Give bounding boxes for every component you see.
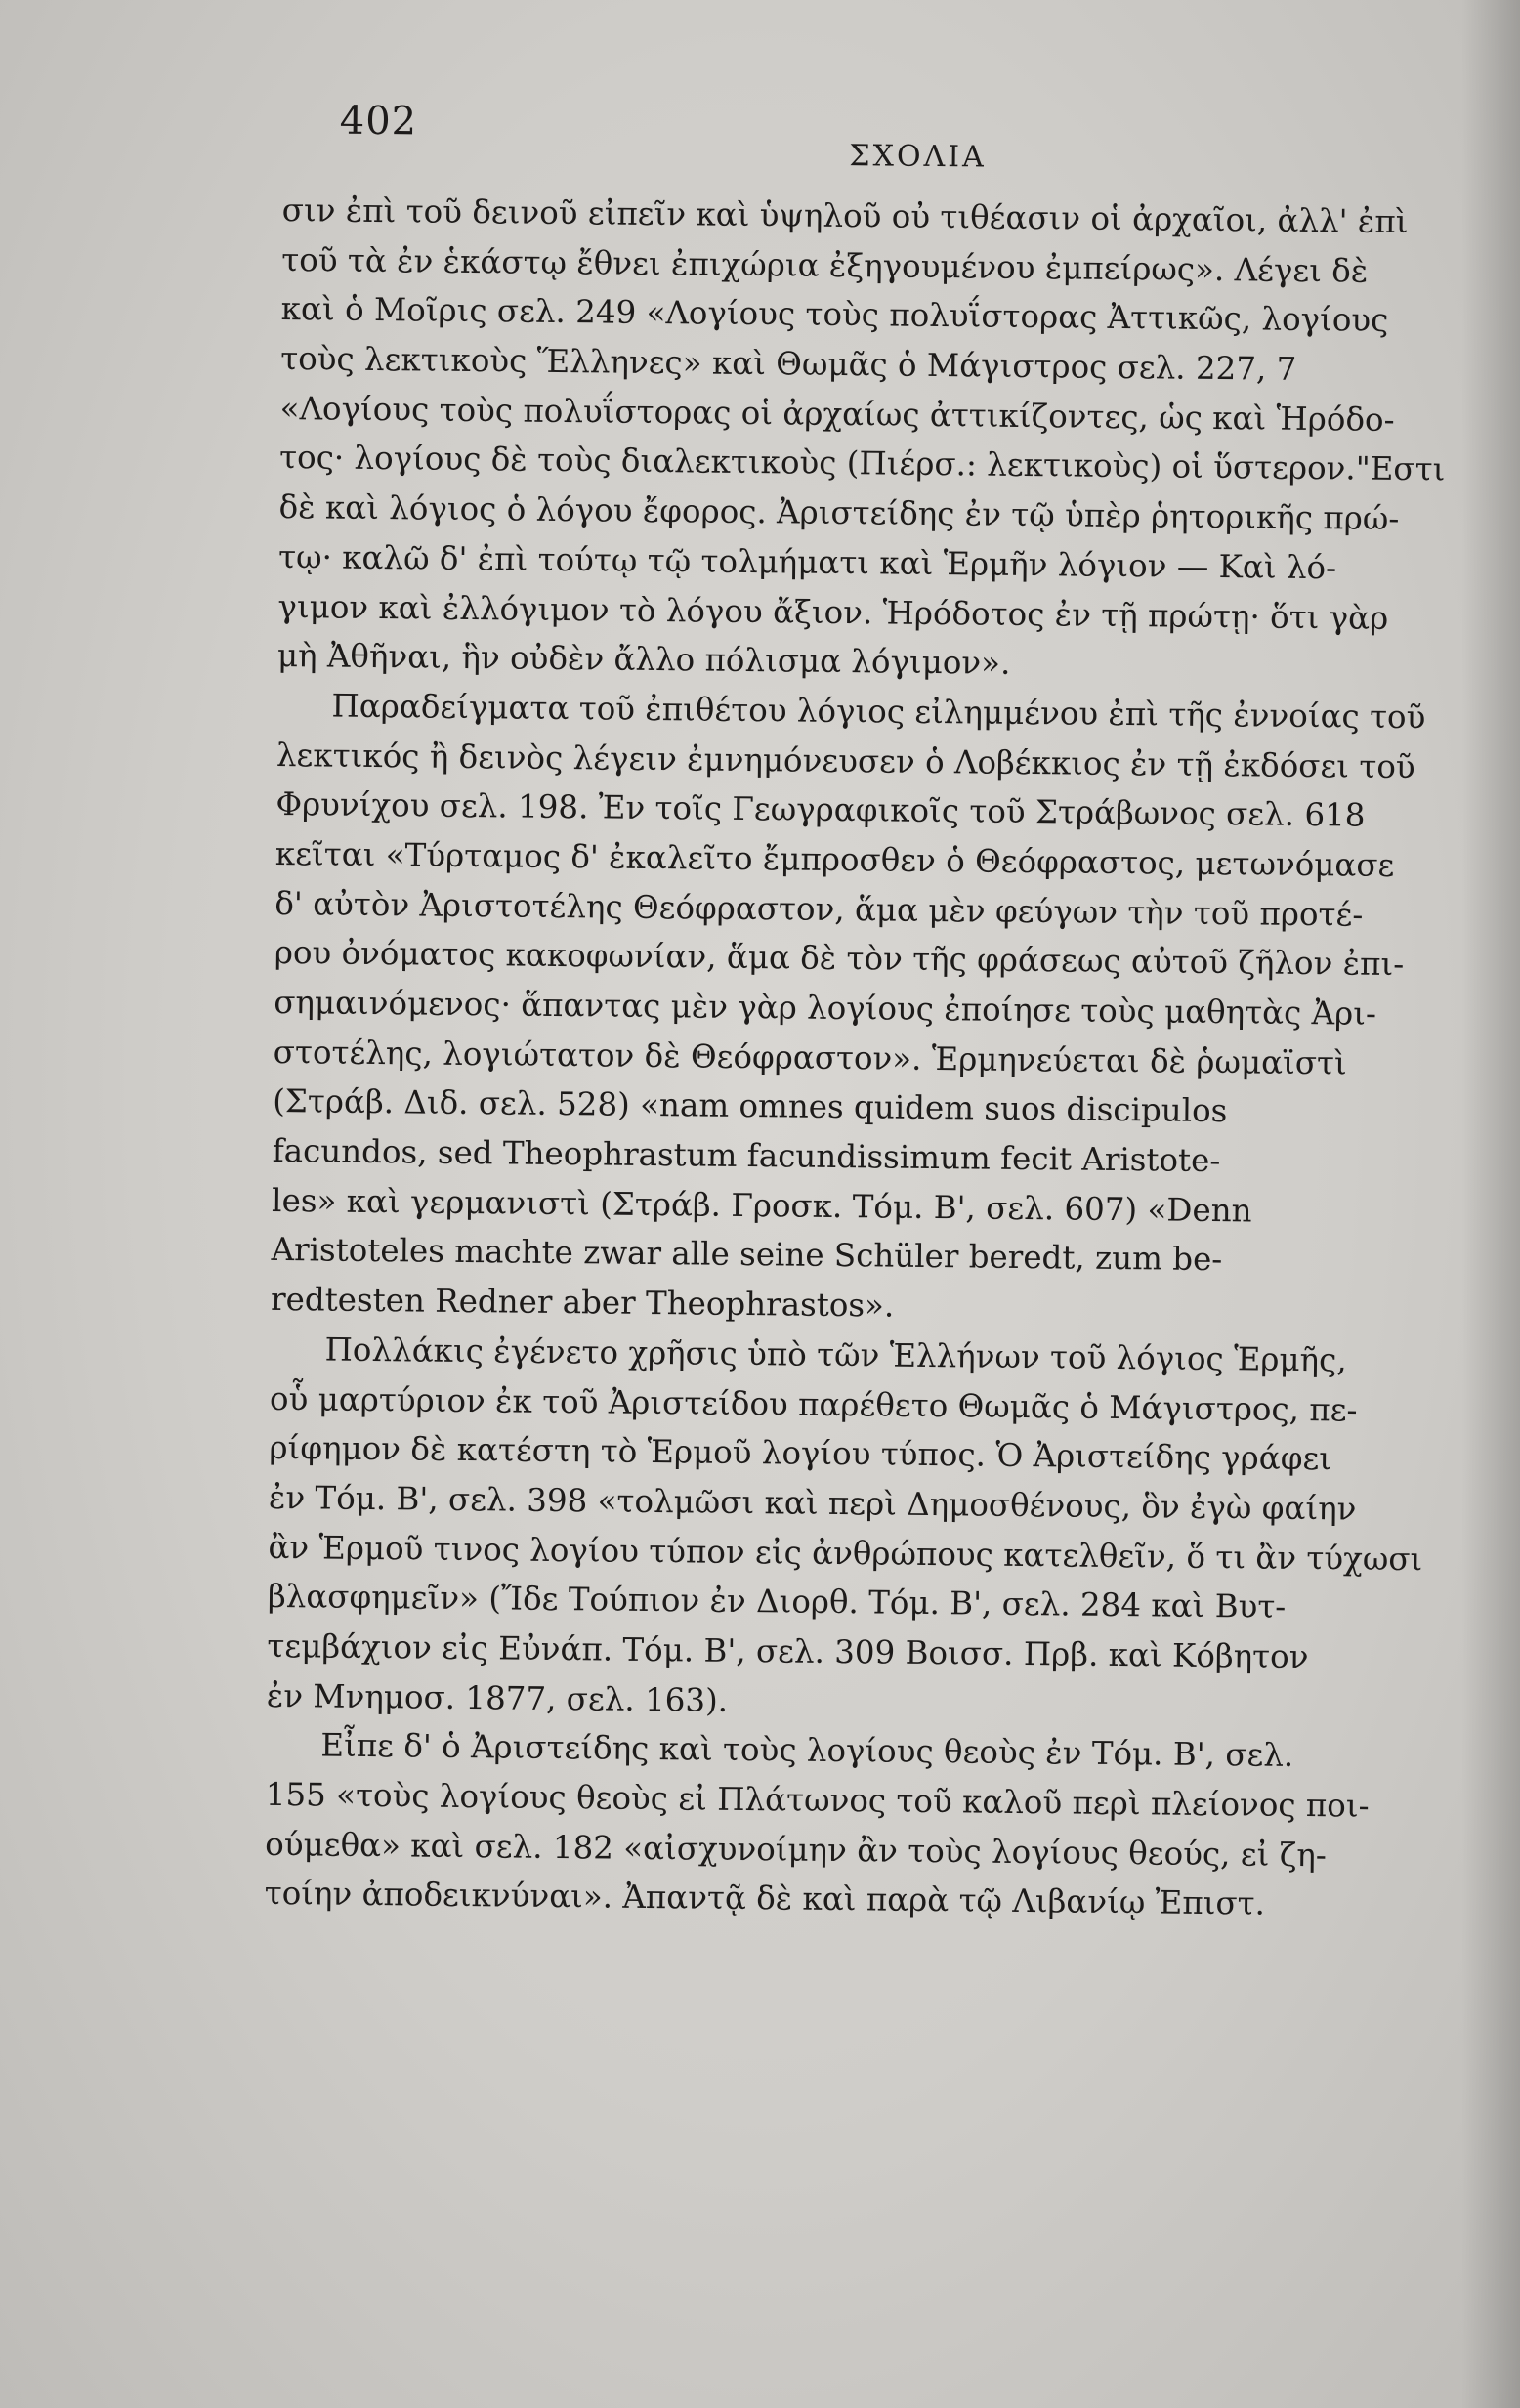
text-line: σημαινόμενος· ἅπαντας μὲν γὰρ λογίους ἐποίησε τοὺς μαθητὰς Ἀρι- [274,983,1377,1033]
text-line: ρου ὀνόματος κακοφωνίαν, ἅμα δὲ τὸν τῆς φράσεως αὐτοῦ ζῆλον ἐπι- [274,934,1405,984]
text-line: Φρυνίχου σελ. 198. Ἐν τοῖς Γεωγραφικοῖς τοῦ Στράβωνος σελ. 618 [275,785,1366,834]
text-line: μὴ Ἀθῆναι, ἣν οὐδὲν ἄλλο πόλισμα λόγιμον». [276,637,1011,683]
running-title: ΣΧΟΛΙΑ [849,139,987,175]
text-line: 155 «τοὺς λογίους θεοὺς εἰ Πλάτωνος τοῦ καλοῦ περὶ πλείονος ποι- [265,1775,1370,1825]
text-line: τεμβάχιον εἰς Εὐνάπ. Τόμ. Β', σελ. 309 Βοισσ. Πρβ. καὶ Κόβητον [267,1626,1309,1676]
text-line: ἂν Ἑρμοῦ τινος λογίου τύπον εἰς ἀνθρώπους κατελθεῖν, ὅ τι ἂν τύχωσι [268,1528,1423,1578]
text-line: ούμεθα» καὶ σελ. 182 «αἰσχυνοίμην ἂν τοὺς λογίους θεούς, εἰ ζη- [265,1825,1327,1874]
text-line: δ' αὐτὸν Ἀριστοτέλης Θεόφραστον, ἅμα μὲν φεύγων τὴν τοῦ προτέ- [274,884,1364,934]
text-line: σιν ἐπὶ τοῦ δεινοῦ εἰπεῖν καὶ ὑψηλοῦ οὐ τιθέασιν οἱ ἀρχαῖοι, ἀλλ' ἐπὶ [281,190,1409,241]
text-line: facundos, sed Theophrastum facundissimum fecit Aristote- [272,1132,1221,1180]
text-line: (Στράβ. Διδ. σελ. 528) «nam omnes quidem suos discipulos [273,1082,1228,1130]
text-line: τοῦ τὰ ἐν ἑκάστῳ ἔθνει ἐπιχώρια ἐξηγουμένου ἐμπείρως». Λέγει δὲ [281,240,1369,290]
text-line: οὗ μαρτύριον ἐκ τοῦ Ἀριστείδου παρέθετο Θωμᾶς ὁ Μάγιστρος, πε- [269,1379,1358,1429]
text-line: βλασφημεῖν» (Ἴδε Τούπιον ἐν Διορθ. Τόμ. Β', σελ. 284 καὶ Βυτ- [267,1578,1287,1626]
text-line: redtesten Redner aber Theophrastos». [270,1281,895,1325]
text-line: ἐν Μνημοσ. 1877, σελ. 163). [266,1676,729,1719]
text-line: κεῖται «Τύρταμος δ' ἐκαλεῖτο ἔμπροσθεν ὁ Θεόφραστος, μετωνόμασε [274,834,1395,884]
text-line: ἐν Τόμ. Β', σελ. 398 «τολμῶσι καὶ περὶ Δημοσθένους, ὃν ἐγὼ φαίην [268,1478,1357,1528]
book-page [264,98,1464,1931]
text-line: Εἶπε δ' ὁ Ἀριστείδης καὶ τοὺς λογίους θεοὺς ἐν Τόμ. Β', σελ. [320,1726,1294,1775]
text-line: τῳ· καλῶ δ' ἐπὶ τούτῳ τῷ τολμήματι καὶ Ἑρμῆν λόγιον — Καὶ λό- [277,537,1337,587]
text-line: Παραδείγματα τοῦ ἐπιθέτου λόγιος εἰλημμένου ἐπὶ τῆς ἐννοίας τοῦ [331,687,1426,737]
text-line: στοτέλης, λογιώτατον δὲ Θεόφραστον». Ἑρμηνεύεται δὲ ῥωμαϊστὶ [273,1033,1347,1082]
text-line: γιμον καὶ ἐλλόγιμον τὸ λόγου ἄξιον. Ἡρόδοτος ἐν τῇ πρώτῃ· ὅτι γὰρ [277,587,1389,637]
page-edge-shadow [1461,0,1520,2408]
text-line: les» καὶ γερμανιστὶ (Στράβ. Γροσκ. Τόμ. Β', σελ. 607) «Denn [271,1181,1252,1230]
page-number: 402 [339,98,418,145]
text-line: τοὺς λεκτικοὺς Ἕλληνες» καὶ Θωμᾶς ὁ Μάγιστρος σελ. 227, 7 [280,340,1297,388]
text-line: λεκτικός ἢ δεινὸς λέγειν ἐμνημόνευσεν ὁ Λοβέκκιος ἐν τῇ ἐκδόσει τοῦ [275,736,1415,785]
text-line: τοίην ἀποδεικνύναι». Ἀπαντᾷ δὲ καὶ παρὰ τῷ Λιβανίῳ Ἐπιστ. [264,1875,1266,1922]
body-text [264,186,1464,1931]
text-line: τος· λογίους δὲ τοὺς διαλεκτικοὺς (Πιέρσ.: λεκτικοὺς) οἱ ὕστερον."Εστι [278,439,1446,488]
text-line: «Λογίους τοὺς πολυΐστορας οἱ ἀρχαίως ἀττικίζοντες, ὡς καὶ Ἡρόδο- [279,389,1395,439]
text-line: Aristoteles machte zwar alle seine Schüler beredt, zum be- [271,1231,1223,1279]
text-line: ρίφημον δὲ κατέστη τὸ Ἑρμοῦ λογίου τύπος. Ὁ Ἀριστείδης γράφει [269,1429,1332,1478]
text-line: καὶ ὁ Μοῖρις σελ. 249 «Λογίους τοὺς πολυΐστορας Ἀττικῶς, λογίους [280,290,1389,340]
text-line: Πολλάκις ἐγένετο χρῆσις ὑπὸ τῶν Ἑλλήνων τοῦ λόγιος Ἑρμῆς, [324,1331,1347,1379]
running-head [282,98,1465,198]
text-line: δὲ καὶ λόγιος ὁ λόγου ἔφορος. Ἀριστείδης ἐν τῷ ὑπὲρ ῥητορικῆς πρώ- [278,488,1400,538]
